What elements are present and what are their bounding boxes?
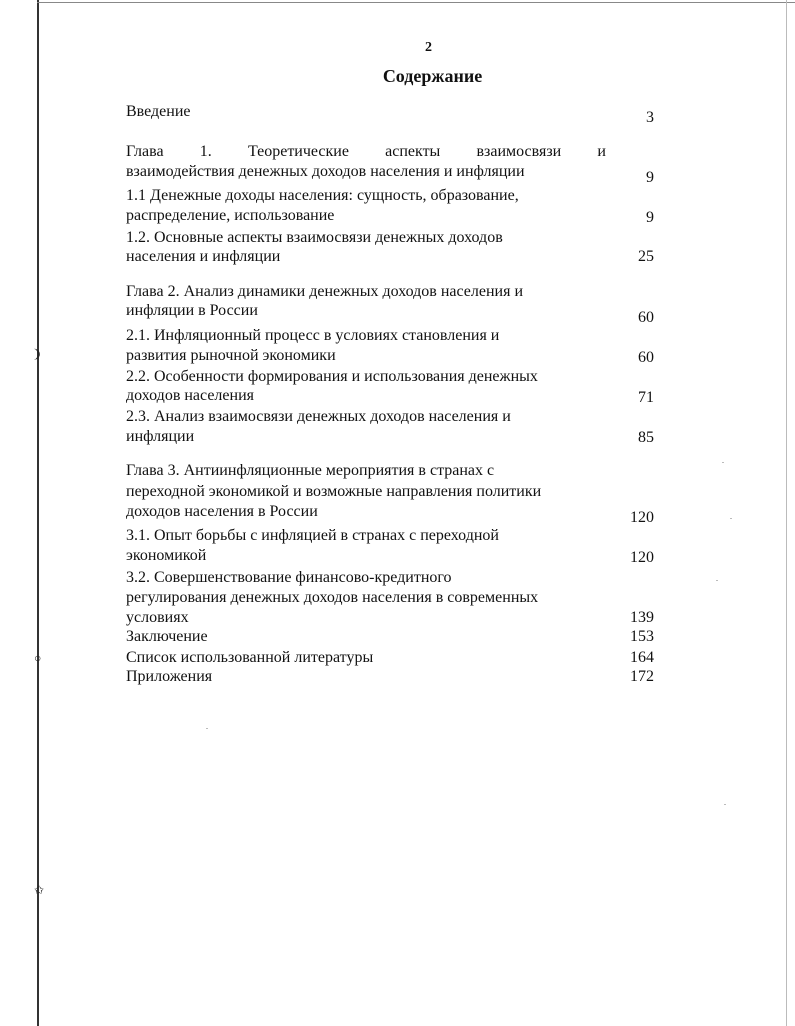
toc-section-1-1-line-1: 1.1 Денежные доходы населения: сущность, образование, bbox=[126, 187, 519, 204]
scan-speck bbox=[206, 728, 208, 729]
toc-chapter-1-line-1: Глава 1. Теоретические аспекты взаимосвязи и bbox=[126, 143, 606, 160]
toc-page-section-2-1: 60 bbox=[638, 349, 654, 366]
toc-page-section-2-2: 71 bbox=[638, 389, 654, 406]
toc-page-section-3-1: 120 bbox=[630, 549, 654, 566]
toc-section-3-1-line-1: 3.1. Опыт борьбы с инфляцией в странах с переходной bbox=[126, 527, 499, 544]
toc-page-appendices: 172 bbox=[630, 668, 654, 685]
scan-edge-right bbox=[786, 0, 787, 1026]
scan-speck bbox=[724, 804, 726, 805]
toc-section-2-3-line-2: инфляции bbox=[126, 428, 195, 445]
toc-page-bibliography: 164 bbox=[630, 649, 654, 666]
punch-hole-icon: ○ bbox=[34, 651, 42, 665]
scan-speck bbox=[722, 462, 724, 463]
toc-page-section-2-3: 85 bbox=[638, 429, 654, 446]
toc-section-2-1-line-2: развития рыночной экономики bbox=[126, 347, 336, 364]
toc-page-intro: 3 bbox=[646, 109, 654, 126]
binding-mark: ❩ bbox=[32, 347, 43, 361]
toc-chapter-2-line-2: инфляции в России bbox=[126, 302, 258, 319]
scan-speck bbox=[716, 580, 718, 581]
scan-edge-left bbox=[37, 0, 39, 1026]
scan-edge-top bbox=[37, 2, 795, 3]
binding-mark: ✩ bbox=[34, 883, 45, 897]
toc-section-2-3-line-1: 2.3. Анализ взаимосвязи денежных доходов населения и bbox=[126, 408, 511, 425]
toc-chapter-1-line-2: взаимодействия денежных доходов населения и инфляции bbox=[126, 163, 525, 180]
toc-section-3-2-line-1: 3.2. Совершенствование финансово-кредитного bbox=[126, 569, 452, 586]
toc-entry-bibliography: Список использованной литературы bbox=[126, 649, 374, 666]
toc-section-3-1-line-2: экономикой bbox=[126, 547, 207, 564]
toc-section-2-2-line-1: 2.2. Особенности формирования и использования денежных bbox=[126, 368, 538, 385]
toc-section-2-1-line-1: 2.1. Инфляционный процесс в условиях становления и bbox=[126, 327, 500, 344]
toc-page-section-3-2: 139 bbox=[630, 609, 654, 626]
page-number: 2 bbox=[425, 40, 432, 55]
toc-entry-conclusion: Заключение bbox=[126, 628, 208, 645]
toc-page-chapter-2: 60 bbox=[638, 309, 654, 326]
toc-page-conclusion: 153 bbox=[630, 628, 654, 645]
page-title: Содержание bbox=[382, 66, 483, 86]
toc-chapter-3-line-2: переходной экономикой и возможные направления политики bbox=[126, 483, 542, 500]
toc-section-1-2-line-2: населения и инфляции bbox=[126, 248, 281, 265]
toc-page-section-1-1: 9 bbox=[646, 209, 654, 226]
toc-section-3-2-line-2: регулирования денежных доходов населения в современных bbox=[126, 589, 539, 606]
toc-section-1-2-line-1: 1.2. Основные аспекты взаимосвязи денежных доходов bbox=[126, 229, 503, 246]
toc-section-3-2-line-3: условиях bbox=[126, 609, 189, 626]
scan-speck bbox=[730, 518, 732, 519]
toc-entry-intro: Введение bbox=[126, 103, 191, 120]
toc-section-1-1-line-2: распределение, использование bbox=[126, 207, 335, 224]
toc-chapter-2-line-1: Глава 2. Анализ динамики денежных доходов населения и bbox=[126, 283, 524, 300]
toc-page-chapter-3: 120 bbox=[630, 509, 654, 526]
toc-entry-appendices: Приложения bbox=[126, 668, 213, 685]
toc-section-2-2-line-2: доходов населения bbox=[126, 387, 254, 404]
toc-chapter-3-line-3: доходов населения в России bbox=[126, 503, 318, 520]
toc-page-chapter-1: 9 bbox=[646, 169, 654, 186]
toc-page-section-1-2: 25 bbox=[638, 248, 654, 265]
toc-chapter-3-line-1: Глава 3. Антиинфляционные мероприятия в странах с bbox=[126, 462, 495, 479]
